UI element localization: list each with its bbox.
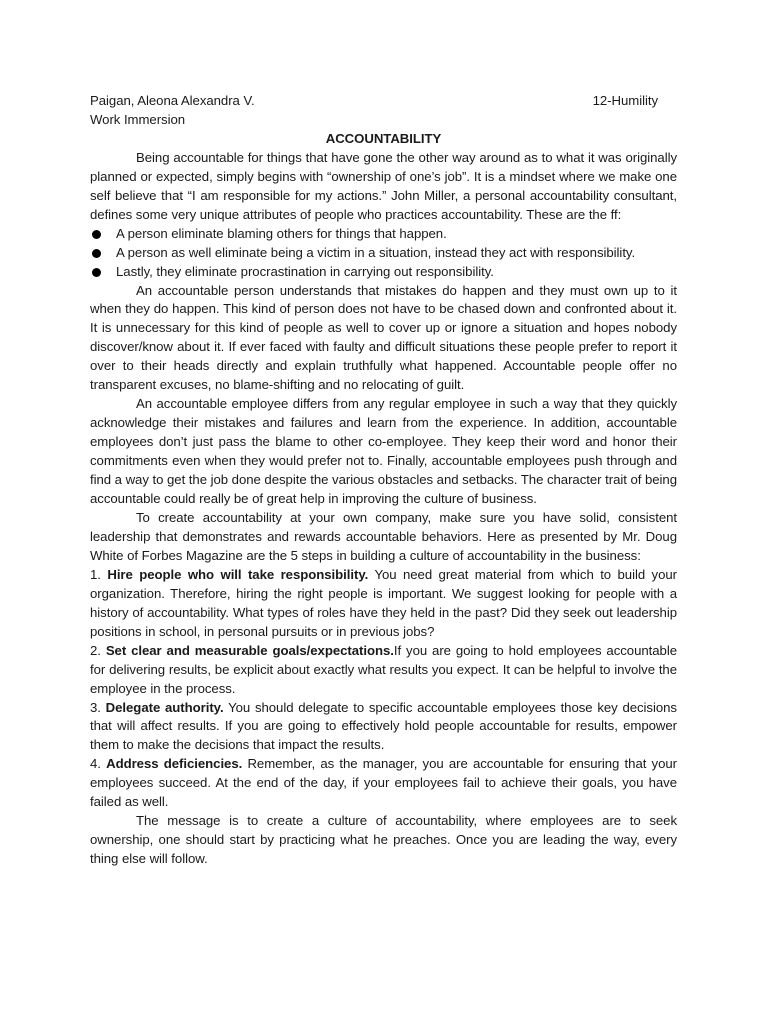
- step-item: [90, 699, 677, 756]
- list-item: [90, 263, 677, 282]
- student-name: Paigan, Aleona Alexandra V.: [90, 93, 255, 108]
- list-item-text: A person as well eliminate being a victim in a situation, instead they act with responsibility.: [116, 244, 636, 260]
- step-heading: Hire people who will take responsibility.: [107, 566, 369, 582]
- step-text: You should delegate to specific accountable employees those key decisions that will affect results. If you are going to effectively hold people accountable for results, empower them to make the decisions that impact the results.: [90, 699, 677, 753]
- document-page: [90, 92, 677, 869]
- body-paragraph: An accountable person understands that mistakes do happen and they must own up to it when they do happen. This kind of person does not have to be chased down and confronted about it. It is unnecessary for this kind of people as well to cover up or ignore a situation and hopes nobody discover/know about it. If ever faced with faulty and difficult situations these people prefer to report it over to their heads directly and explain truthfully what happened. Accountable people offer no transparent excuses, no blame-shifting and no relocating of guilt.: [90, 282, 677, 393]
- step-number: 3.: [90, 699, 101, 715]
- bullet-icon: [92, 230, 101, 239]
- bullet-icon: [92, 268, 101, 277]
- header-row: [90, 92, 677, 111]
- step-text: Remember, as the manager, you are accountable for ensuring that your employees succeed. At the end of the day, if your employees fail to achieve their goals, you have failed as well.: [90, 756, 677, 810]
- list-item: [90, 244, 677, 263]
- list-item-text: A person eliminate blaming others for things that happen.: [116, 225, 447, 241]
- document-title: ACCOUNTABILITY: [325, 130, 442, 146]
- conclusion-paragraph: The message is to create a culture of accountability, where employees are to seek ownership, one should start by practicing what he preaches. Once you are leading the way, every thing else will follow.: [90, 813, 677, 867]
- step-number: 1.: [90, 566, 101, 582]
- step-item: [90, 755, 677, 812]
- step-heading: Set clear and measurable goals/expectations.: [105, 642, 394, 658]
- bullet-icon: [92, 249, 101, 258]
- step-text: You need great material from which to build your organization. Therefore, hiring the right people is important. We suggest looking for people with a history of accountability. What types of roles have they held in the past? Did they seek out leadership positions in school, in personal pursuits or in previous jobs?: [90, 566, 678, 639]
- attribute-list: [90, 225, 677, 282]
- list-item: [90, 225, 677, 244]
- section-label: 12-Humility: [592, 93, 658, 108]
- intro-paragraph: Being accountable for things that have gone the other way around as to what it was originally planned or expected, simply begins with “ownership of one’s job”. It is a mindset where we make one self believe that “I am responsible for my actions.” John Miller, a personal accountability consultant, defines some very unique attributes of people who practices accountability. These are the ff:: [90, 149, 677, 222]
- body-paragraph: To create accountability at your own company, make sure you have solid, consistent leadership that demonstrates and rewards accountable behaviors. Here as presented by Mr. Doug White of Forbes Magazine are the 5 steps in building a culture of accountability in the business:: [90, 509, 677, 563]
- step-number: 2.: [90, 642, 101, 658]
- step-item: [90, 642, 677, 699]
- step-item: [90, 566, 677, 642]
- step-heading: Delegate authority.: [105, 699, 224, 715]
- step-number: 4.: [90, 756, 101, 772]
- step-text: If you are going to hold employees accountable for delivering results, be explicit about exactly what results you expect. It can be helpful to involve the employee in the process.: [90, 642, 677, 696]
- body-paragraph: An accountable employee differs from any regular employee in such a way that they quickly acknowledge their mistakes and failures and learn from the experience. In addition, accountable employees don’t just pass the blame to other co-employee. They keep their word and honor their commitments even when they would prefer not to. Finally, accountable employees push through and find a way to get the job done despite the various obstacles and setbacks. The character trait of being accountable could really be of great help in improving the culture of business.: [90, 396, 677, 507]
- step-heading: Address deficiencies.: [106, 756, 243, 772]
- list-item-text: Lastly, they eliminate procrastination in carrying out responsibility.: [116, 263, 494, 279]
- subject-label: Work Immersion: [90, 111, 186, 127]
